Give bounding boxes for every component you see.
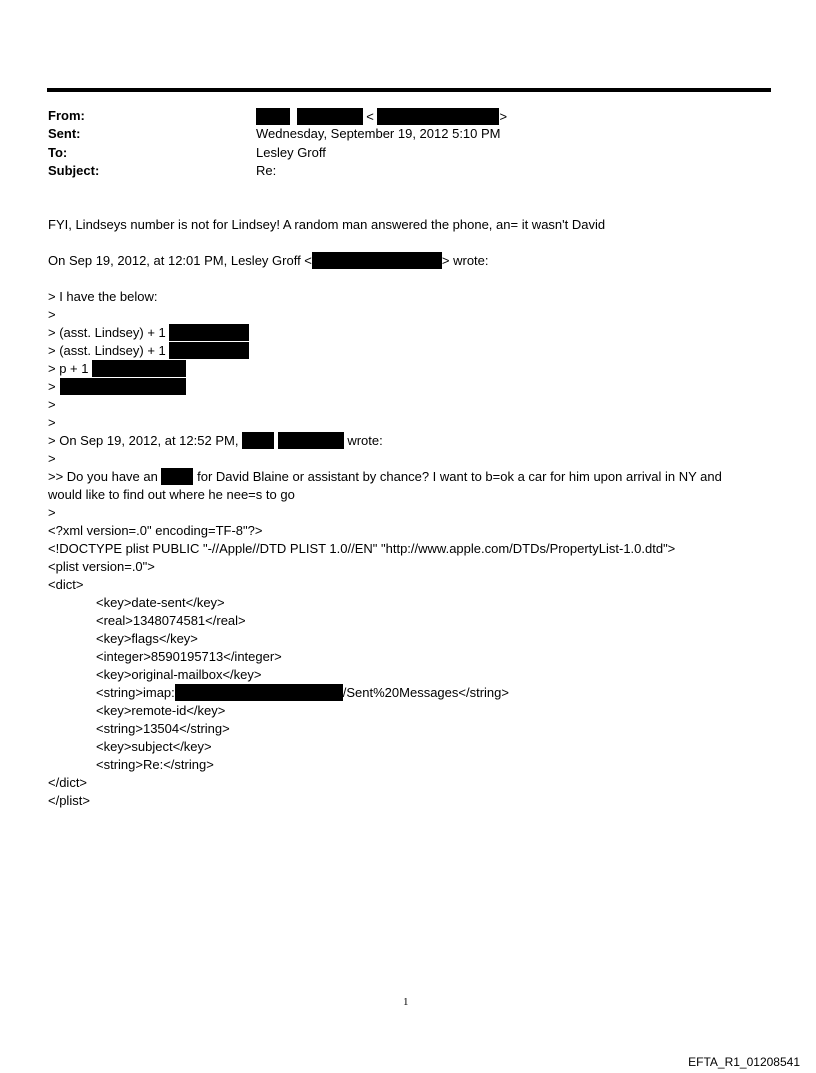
subject-label: Subject: [48,163,100,178]
body-text: > (asst. Lindsey) + 1 [48,325,166,340]
plist-line: <?xml version=.0" encoding=TF-8"?> [48,523,263,538]
from-label: From: [48,108,85,123]
body-text: > (asst. Lindsey) + 1 [48,343,166,358]
body-line [48,342,249,360]
plist-line [96,684,509,702]
redaction-box [92,360,186,377]
body-text: > wrote: [441,253,489,268]
redaction-box [377,108,499,125]
plist-line: <plist version=.0"> [48,559,155,574]
plist-line: <dict> [48,577,84,592]
from-gt: > [499,109,508,124]
body-text: /Sent%20Messages</string> [342,685,509,700]
body-line: > [48,397,56,412]
plist-line: </dict> [48,775,88,790]
to-label: To: [48,145,68,160]
redaction-box [278,432,344,449]
from-value [256,108,507,125]
body-text: > p + 1 [48,361,89,376]
body-line: > [48,505,56,520]
redaction-box [242,432,274,449]
redaction-box [256,108,290,125]
body-line [48,432,383,450]
sent-value: Wednesday, September 19, 2012 5:10 PM [256,126,501,141]
body-line: > [48,307,56,322]
bates-number: EFTA_R1_01208541 [688,1055,800,1069]
header-rule [47,88,771,92]
body-text: wrote: [347,433,383,448]
redaction-box [297,108,363,125]
body-text: <string>imap: [96,685,175,700]
body-text: >> Do you have an [48,469,158,484]
plist-line: </plist> [48,793,90,808]
body-text: > On Sep 19, 2012, at 12:52 PM, [48,433,239,448]
plist-line: <!DOCTYPE plist PUBLIC "-//Apple//DTD PLIST 1.0//EN" "http://www.apple.com/DTDs/PropertyList-1.0.dtd"> [48,541,676,556]
body-line [48,360,186,378]
sent-label: Sent: [48,126,81,141]
body-line [48,468,722,486]
plist-line: <key>date-sent</key> [96,595,225,610]
plist-line: <integer>8590195713</integer> [96,649,282,664]
from-lt: < [366,109,374,124]
body-line [48,324,249,342]
body-text: > [48,379,56,394]
body-line: FYI, Lindseys number is not for Lindsey! A random man answered the phone, an= it wasn't David [48,217,606,232]
redaction-box [312,252,442,269]
body-line: would like to find out where he nee=s to go [48,487,295,502]
plist-line: <key>remote-id</key> [96,703,226,718]
plist-line: <key>flags</key> [96,631,198,646]
plist-line: <string>Re:</string> [96,757,214,772]
body-line [48,378,186,396]
body-line: > I have the below: [48,289,158,304]
subject-value: Re: [256,163,277,178]
plist-line: <key>subject</key> [96,739,212,754]
redaction-box [161,468,193,485]
redaction-box [60,378,186,395]
to-value: Lesley Groff [256,145,326,160]
body-line: > [48,451,56,466]
plist-line: <string>13504</string> [96,721,230,736]
redaction-box [169,324,249,341]
plist-line: <real>1348074581</real> [96,613,246,628]
plist-line: <key>original-mailbox</key> [96,667,262,682]
body-line [48,252,489,270]
page-number: 1 [403,996,409,1008]
redaction-box [169,342,249,359]
body-text: for David Blaine or assistant by chance? I want to b=ok a car for him upon arrival in NY and [197,469,722,484]
redaction-box [175,684,343,701]
body-text: On Sep 19, 2012, at 12:01 PM, Lesley Groff < [48,253,312,268]
body-line: > [48,415,56,430]
